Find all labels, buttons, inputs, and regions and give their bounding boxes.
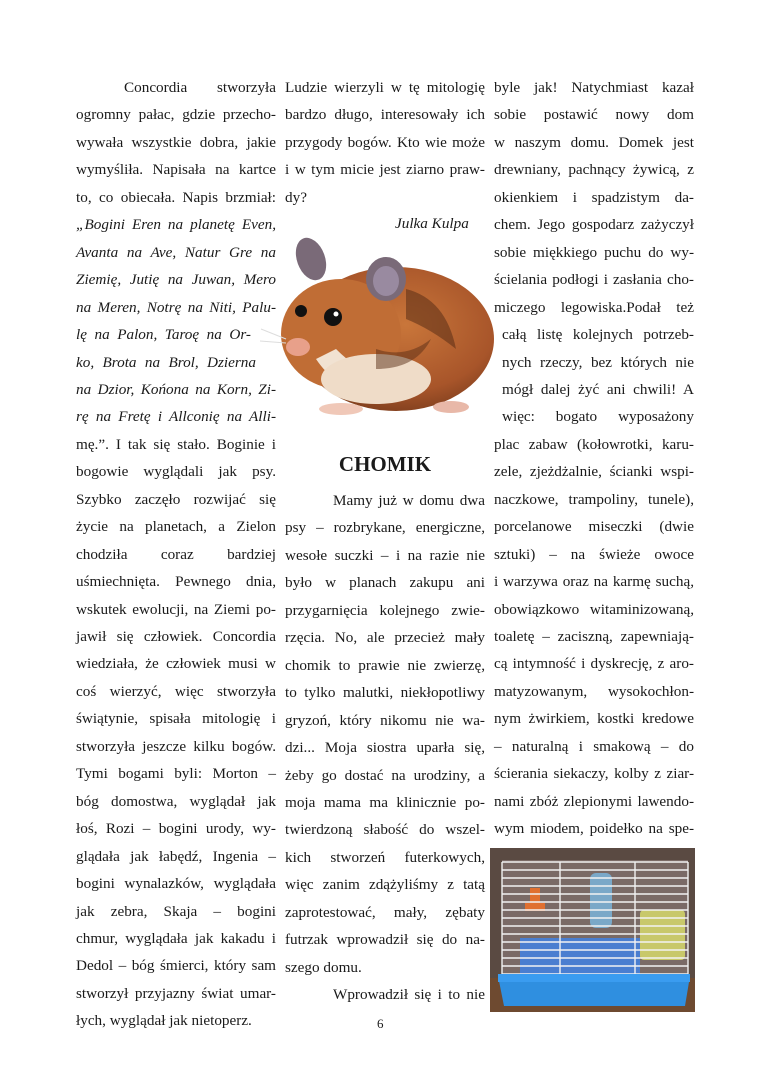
text-line: sobie postawić nowy dom [494, 106, 694, 124]
text-line: Tymi bogami byli: Morton – [76, 765, 276, 783]
text-line: na Dzior, Końona na Korn, Zi- [76, 380, 276, 398]
text-line: futrzak wprowadził się do na- [285, 931, 485, 949]
text-line: rę na Fretę i Allconię na Alli- [76, 408, 276, 426]
text-line: Wprowadził się i to nie [333, 986, 485, 1004]
text-line: byle jak! Natychmiast kazał [494, 79, 694, 96]
text-line: cą intymność i dyskrecję, z aro- [494, 655, 694, 673]
text-line: coś wierzyć, więc stworzyła [76, 682, 276, 700]
text-line: świątynie, spisała mitologię i [76, 710, 276, 728]
hamster-image [256, 229, 498, 421]
text-line: Ziemię, Jutię na Juwan, Mero [76, 271, 276, 289]
text-line: nym żwirkiem, kostki kredowe [494, 710, 694, 728]
text-line: na Meren, Notrę na Niti, Palu- [76, 298, 276, 316]
text-line: sobie miękkiego puchu do wy- [494, 243, 694, 261]
text-line: porcelanowe miseczki (dwie [494, 518, 694, 536]
text-line: dy? [285, 188, 307, 206]
article-title: CHOMIK [338, 452, 432, 476]
text-line: chodziła coraz bardziej [76, 545, 276, 563]
text-line: plac zabaw (kołowrotki, karu- [494, 435, 694, 453]
text-line: mógł dalej żyć ani chwili! A [502, 380, 694, 398]
text-line: więc zanim zdążyliśmy z tatą [285, 876, 485, 894]
text-line: Szybko zaczęło rozwijać się [76, 490, 276, 508]
author-signature: Julka Kulpa [395, 215, 469, 232]
text-line: Concordia stworzyła [124, 79, 276, 96]
text-line: kich stworzeń futerkowych, [285, 848, 485, 866]
text-line: stworzyła jeszcze kilku bogów. [76, 737, 276, 755]
text-line: bogowie wyglądali jak psy. [76, 463, 276, 481]
text-line: szego domu. [285, 958, 362, 976]
text-line: uśmiechnięta. Pewnego dnia, [76, 573, 276, 591]
text-line: obowiązkowo witaminizowaną, [494, 600, 694, 618]
text-line: i warzywa oraz na karmę suchą, [494, 573, 694, 591]
text-line: sztuki) – na świeże owoce [494, 545, 694, 563]
text-line: Mamy już w domu dwa [333, 492, 485, 509]
text-line: drewniany, pachnący żywicą, z [494, 161, 694, 179]
text-line: więc: bogato wyposażony [502, 408, 694, 426]
text-line: łoś, Rozi – bogini urody, wy- [76, 820, 276, 838]
text-line: twierdzoną słabość do wszel- [285, 821, 485, 839]
text-line: było w planach zakupu ani [285, 574, 485, 592]
text-line: bardzo długo, interesowały ich [285, 106, 485, 124]
text-line: bóg domostwa, wyglądał jak [76, 792, 276, 810]
text-line: zele, zjeżdżalnie, ścianki wspi- [494, 463, 694, 481]
text-line: wesołe suczki – i na razie nie [285, 546, 485, 564]
text-line: jak zebra, Skaja – bogini [76, 902, 276, 920]
text-line: przygarnięcia kolejnego zwie- [285, 601, 485, 619]
text-line: nych rzeczy, bez których nie [502, 353, 694, 371]
cage-icon [490, 848, 695, 1012]
text-line: mę.”. I tak się stało. Boginie i [76, 435, 276, 453]
text-line: ścielania podłogi i zasłania cho- [494, 271, 694, 289]
page-number: 6 [377, 1016, 384, 1031]
text-line: chmur, wyglądała jak kakadu i [76, 929, 276, 947]
text-line: matyzowanym, wysokochłon- [494, 682, 694, 700]
text-line: Avanta na Ave, Natur Gre na [76, 243, 276, 261]
text-line: chem. Jego gospodarz zażyczył [494, 216, 694, 234]
text-line: łych, wyglądał jak nietoperz. [76, 1012, 252, 1030]
text-line: wymyśliła. Napisała na kartce [76, 161, 276, 179]
text-line: bogini wynalazków, wyglądała [76, 875, 276, 893]
text-line: lę na Palon, Taroę na Or- [76, 326, 251, 344]
text-line: to tylko malutki, niekłopotliwy [285, 684, 485, 702]
text-line: przygody bogów. Kto wie może [285, 133, 485, 151]
text-line: w naszym domu. Domek jest [494, 133, 694, 151]
text-line: ogromny pałac, gdzie przecho- [76, 106, 276, 124]
text-line: moja mama ma klinicznie po- [285, 793, 485, 811]
text-line: wym miodem, poidełko na spe- [494, 820, 694, 838]
text-line: miczego legowiska.Podał też [494, 298, 694, 316]
text-line: życie na planetach, a Zielon [76, 518, 276, 536]
text-line: żeby go dostać na urodziny, a [285, 766, 485, 784]
text-line: zaprotestować, mały, zębaty [285, 903, 485, 921]
text-line: jawił się człowiek. Concordia [76, 628, 276, 645]
text-line: stworzył przyjazny świat umar- [76, 984, 276, 1002]
text-line: nami zbóż zlepionymi lawendo- [494, 792, 694, 810]
text-line: psy – rozbrykane, energiczne, [285, 519, 485, 537]
text-line: rzęcia. No, ale przecież mały [285, 629, 485, 647]
text-line: i w tym micie jest ziarno praw- [285, 161, 485, 179]
text-line: naczkowe, trampoliny, tunele), [494, 490, 694, 508]
text-line: okienkiem i spadzistym da- [494, 188, 694, 206]
text-line: Ludzie wierzyli w tę mitologię [285, 79, 485, 96]
text-line: ścierania siekaczy, kolby z ziar- [494, 765, 694, 783]
text-line: wskutek ewolucji, na Ziemi po- [76, 600, 276, 618]
text-line: – naturalną i smakową – do [494, 737, 694, 755]
text-line: całą listę kolejnych potrzeb- [502, 326, 694, 344]
text-line: Dedol – bóg śmierci, który sam [76, 957, 276, 975]
hamster-icon [256, 229, 498, 421]
text-line: wiedziała, że człowiek musi w [76, 655, 276, 673]
text-line: gryzoń, który nikomu nie wa- [285, 711, 485, 729]
text-line: ko, Brota na Brol, Dzierna [76, 353, 256, 371]
cage-image [490, 848, 695, 1012]
text-line: dzi... Moja siostra uparła się, [285, 739, 485, 757]
text-line: to, co obiecała. Napis brzmiał: [76, 188, 276, 206]
text-line: chomik to prawie nie zwierzę, [285, 656, 485, 674]
text-line: „Bogini Eren na planetę Even, [76, 216, 276, 234]
text-line: toaletę – zaciszną, zapewniają- [494, 628, 694, 645]
text-line: wywała wszystkie dobra, jakie [76, 133, 276, 151]
text-line: glądała jak łabędź, Ingenia – [76, 847, 276, 865]
